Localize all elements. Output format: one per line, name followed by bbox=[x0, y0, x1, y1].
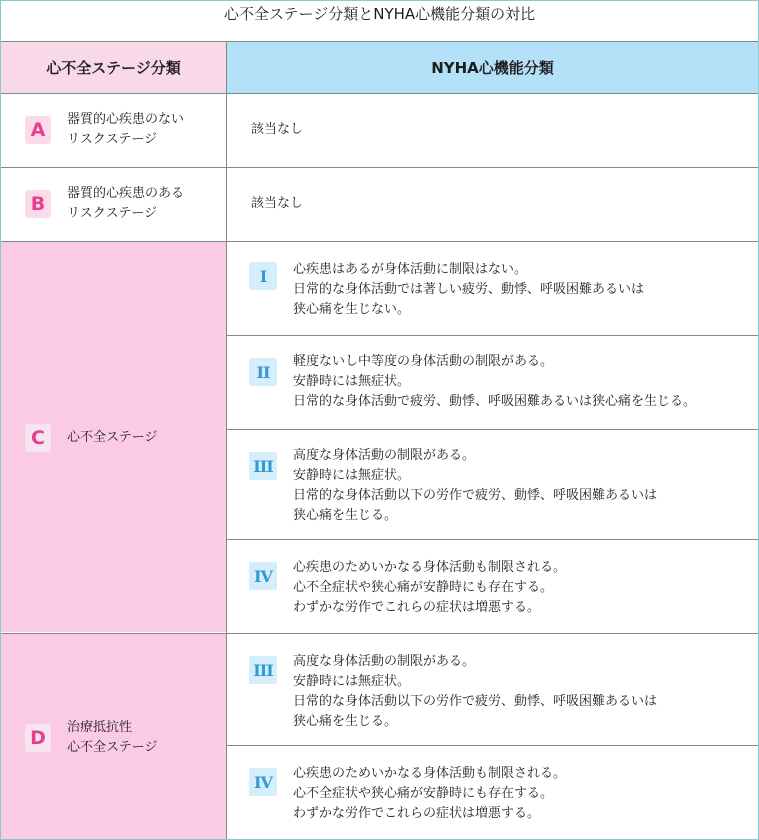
divider bbox=[1, 241, 758, 242]
roman-numeral-4: IV bbox=[249, 768, 277, 796]
nyha-d-class-4-description bbox=[293, 764, 753, 824]
stage-a-badge: A bbox=[25, 116, 51, 144]
nyha-b-text: 該当なし bbox=[251, 196, 304, 211]
description-line: 狭心痛を生じる。 bbox=[293, 508, 398, 523]
description-line: 心不全症状や狭心痛が安静時にも存在する。 bbox=[293, 786, 554, 801]
divider bbox=[227, 745, 758, 746]
nyha-d-class-3-description bbox=[293, 652, 753, 732]
nyha-a-text: 該当なし bbox=[251, 122, 304, 137]
description-line: 日常的な身体活動では著しい疲労、動悸、呼吸困難あるいは bbox=[293, 282, 645, 297]
stage-b-label: 器質的心疾患のある リスクステージ bbox=[67, 186, 185, 221]
description-line: 日常的な身体活動以下の労作で疲労、動悸、呼吸困難あるいは bbox=[293, 488, 658, 503]
divider bbox=[1, 167, 758, 168]
roman-numeral-3: III bbox=[249, 452, 277, 480]
divider bbox=[1, 41, 758, 42]
description-line: 安静時には無症状。 bbox=[293, 374, 411, 389]
nyha-c-class-2 bbox=[227, 336, 758, 428]
roman-numeral-1: I bbox=[249, 262, 277, 290]
divider bbox=[1, 93, 758, 94]
stage-c-badge: C bbox=[25, 424, 51, 452]
divider bbox=[227, 429, 758, 430]
description-line: わずかな労作でこれらの症状は増悪する。 bbox=[293, 600, 541, 615]
nyha-c-class-1 bbox=[227, 242, 758, 334]
roman-numeral-4: IV bbox=[249, 562, 277, 590]
nyha-c-class-4-description bbox=[293, 558, 753, 618]
description-line: わずかな労作でこれらの症状は増悪する。 bbox=[293, 806, 541, 821]
description-line: 軽度ないし中等度の身体活動の制限がある。 bbox=[293, 354, 554, 369]
nyha-c-class-3 bbox=[227, 430, 758, 538]
stage-a-cell bbox=[1, 94, 226, 166]
table-title: 心不全ステージ分類とNYHA心機能分類の対比 bbox=[223, 5, 536, 23]
description-line: 心疾患はあるが身体活動に制限はない。 bbox=[293, 262, 528, 277]
description-line: 安静時には無症状。 bbox=[293, 674, 411, 689]
description-line: 高度な身体活動の制限がある。 bbox=[293, 448, 476, 463]
header-nyha-classification: NYHA心機能分類 bbox=[227, 42, 758, 93]
description-line: 日常的な身体活動以下の労作で疲労、動悸、呼吸困難あるいは bbox=[293, 694, 658, 709]
nyha-c-class-4 bbox=[227, 540, 758, 632]
stage-b-badge: B bbox=[25, 190, 51, 218]
nyha-d-class-4 bbox=[227, 746, 758, 839]
nyha-c-class-1-description bbox=[293, 260, 753, 320]
description-line: 心疾患のためいかなる身体活動も制限される。 bbox=[293, 560, 567, 575]
description-line: 高度な身体活動の制限がある。 bbox=[293, 654, 476, 669]
description-line: 心不全症状や狭心痛が安静時にも存在する。 bbox=[293, 580, 554, 595]
nyha-a-cell bbox=[227, 94, 758, 166]
stage-d-label: 治療抵抗性 心不全ステージ bbox=[67, 720, 158, 755]
roman-numeral-2: II bbox=[249, 358, 277, 386]
stage-c-cell bbox=[1, 242, 226, 632]
stage-d-badge: D bbox=[25, 724, 51, 752]
divider bbox=[1, 633, 758, 634]
description-line: 狭心痛を生じる。 bbox=[293, 714, 398, 729]
description-line: 狭心痛を生じない。 bbox=[293, 302, 411, 317]
divider bbox=[227, 539, 758, 540]
stage-c-label: 心不全ステージ bbox=[67, 430, 158, 445]
description-line: 心疾患のためいかなる身体活動も制限される。 bbox=[293, 766, 567, 781]
description-line: 日常的な身体活動で疲労、動悸、呼吸困難あるいは狭心痛を生じる。 bbox=[293, 394, 697, 409]
nyha-c-class-2-description bbox=[293, 352, 753, 412]
nyha-d-class-3 bbox=[227, 634, 758, 744]
nyha-c-class-3-description bbox=[293, 446, 753, 526]
description-line: 安静時には無症状。 bbox=[293, 468, 411, 483]
header-stage-classification: 心不全ステージ分類 bbox=[1, 42, 226, 93]
column-divider bbox=[226, 42, 227, 839]
nyha-b-cell bbox=[227, 168, 758, 240]
stage-d-cell bbox=[1, 634, 226, 839]
roman-numeral-3: III bbox=[249, 656, 277, 684]
stage-b-cell bbox=[1, 168, 226, 240]
stage-a-label: 器質的心疾患のない リスクステージ bbox=[67, 112, 185, 147]
divider bbox=[227, 335, 758, 336]
